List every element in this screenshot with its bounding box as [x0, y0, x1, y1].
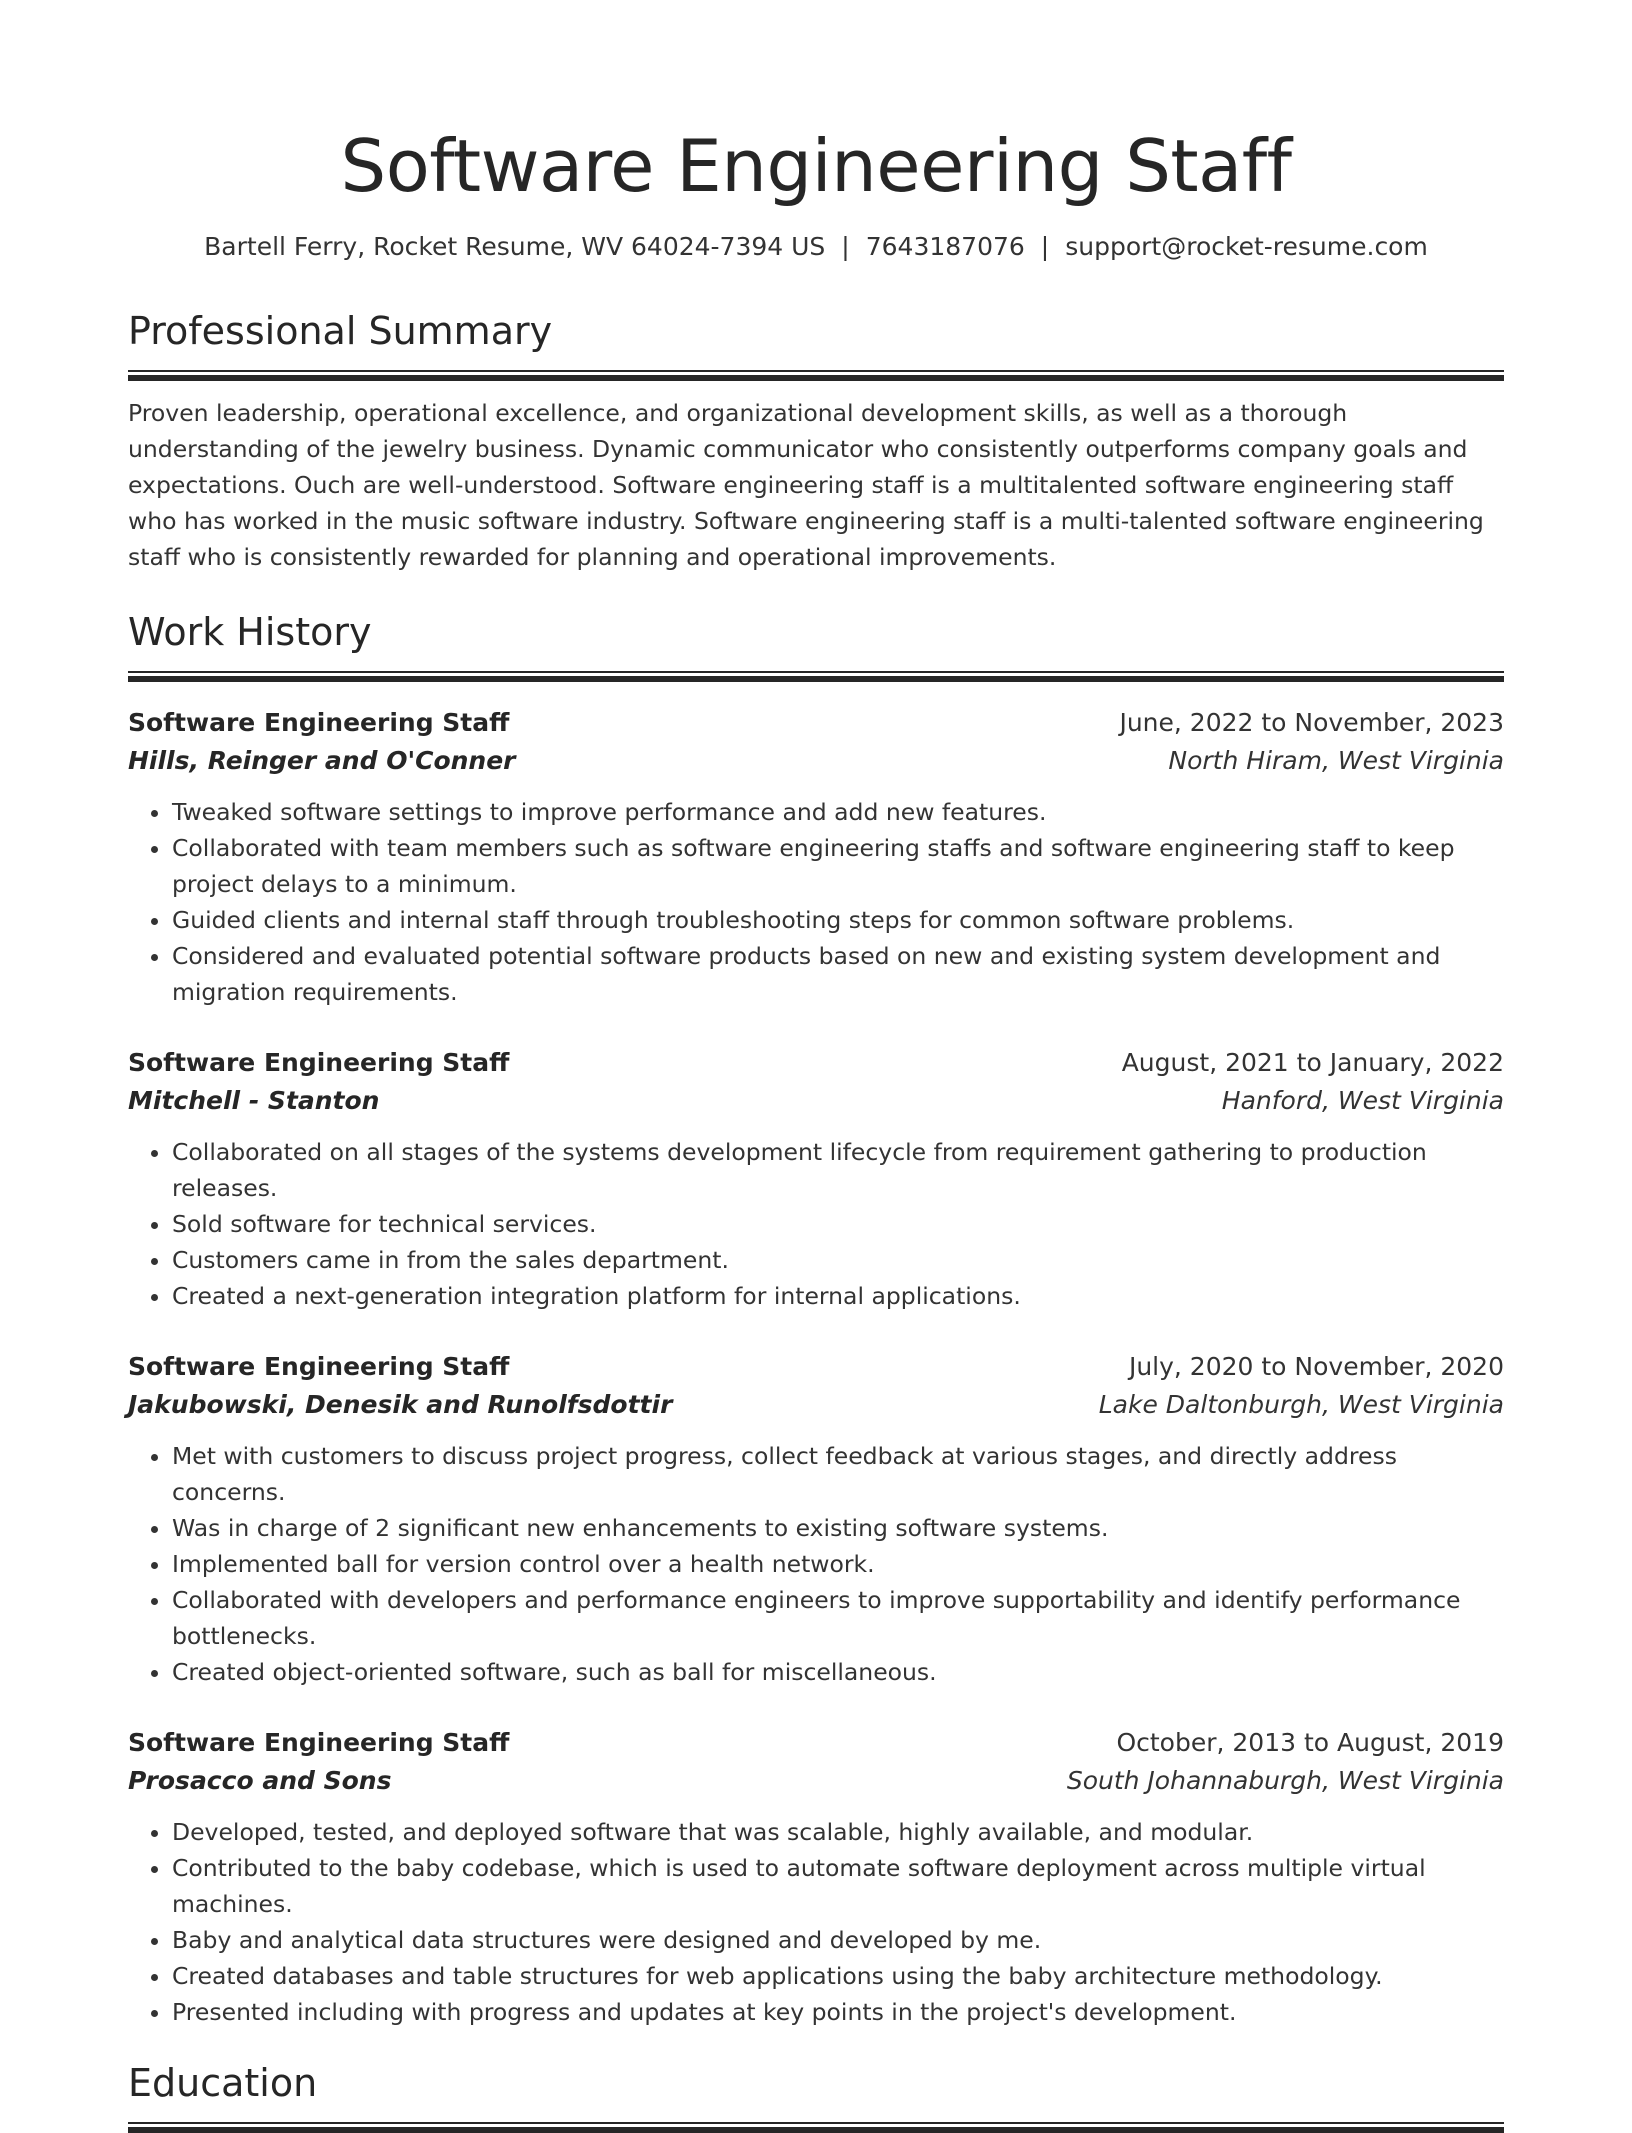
job-company-row	[128, 1082, 1504, 1120]
section-heading: Professional Summary	[128, 309, 553, 353]
job-bullet: • Created object-oriented software, such as ball for miscellaneous.	[172, 1654, 1504, 1690]
job-bullet: • Considered and evaluated potential software products based on new and existing system development and migration requirements.	[172, 938, 1504, 1010]
job-header-row	[128, 1044, 1504, 1082]
job-company: Mitchell - Stanton	[128, 1086, 380, 1115]
job-header-row	[128, 1348, 1504, 1386]
education-section	[128, 2058, 1504, 2133]
professional-summary-section	[128, 306, 1504, 575]
job-header-row	[128, 1724, 1504, 1762]
job-header-row	[128, 704, 1504, 742]
job-company: Prosacco and Sons	[128, 1766, 392, 1795]
job-location: Hanford, West Virginia	[1221, 1086, 1504, 1115]
job-bullet: • Sold software for technical services.	[172, 1206, 1504, 1242]
job-list	[128, 704, 1504, 2030]
job-bullet: • Collaborated with team members such as software engineering staffs and software engineering staff to keep project delays to a minimum.	[172, 830, 1504, 902]
work-history-section	[128, 607, 1504, 2030]
job-bullet: • Guided clients and internal staff through troubleshooting steps for common software problems.	[172, 902, 1504, 938]
job-bullet: • Baby and analytical data structures were designed and developed by me.	[172, 1922, 1504, 1958]
job-bullet: • Created databases and table structures for web applications using the baby architecture methodology.	[172, 1958, 1504, 1994]
job-company: Hills, Reinger and O'Conner	[128, 746, 516, 775]
job-location: South Johannaburgh, West Virginia	[1066, 1766, 1504, 1795]
job-title: Software Engineering Staff	[128, 708, 510, 737]
job-bullet-list	[128, 1814, 1504, 2030]
job-location: North Hiram, West Virginia	[1168, 746, 1504, 775]
job-bullet: • Presented including with progress and updates at key points in the project's development.	[172, 1994, 1504, 2030]
contact-separator: |	[841, 232, 850, 261]
job-entry	[128, 1044, 1504, 1314]
job-bullet-list	[128, 1438, 1504, 1690]
job-bullet: • Contributed to the baby codebase, which is used to automate software deployment across multiple virtual machines.	[172, 1850, 1504, 1922]
section-divider	[128, 671, 1504, 682]
job-company-row	[128, 1762, 1504, 1800]
job-dates: July, 2020 to November, 2020	[1128, 1352, 1504, 1381]
job-dates: June, 2022 to November, 2023	[1119, 708, 1504, 737]
section-heading: Work History	[128, 610, 372, 654]
job-company-row	[128, 1386, 1504, 1424]
job-entry	[128, 1348, 1504, 1690]
job-title: Software Engineering Staff	[128, 1728, 510, 1757]
contact-line	[128, 230, 1504, 264]
job-bullet: • Implemented ball for version control over a health network.	[172, 1546, 1504, 1582]
job-location: Lake Daltonburgh, West Virginia	[1098, 1390, 1504, 1419]
job-title: Software Engineering Staff	[128, 1352, 510, 1381]
job-bullet: • Customers came in from the sales department.	[172, 1242, 1504, 1278]
job-bullet-list	[128, 1134, 1504, 1314]
job-dates: October, 2013 to August, 2019	[1116, 1728, 1504, 1757]
job-bullet-list	[128, 794, 1504, 1010]
contact-phone: 7643187076	[865, 232, 1025, 261]
job-entry	[128, 1724, 1504, 2030]
job-bullet: • Collaborated with developers and performance engineers to improve supportability and identify performance bottlenecks.	[172, 1582, 1504, 1654]
job-company: Jakubowski, Denesik and Runolfsdottir	[128, 1390, 673, 1419]
job-title: Software Engineering Staff	[128, 1048, 510, 1077]
section-divider	[128, 370, 1504, 381]
summary-text: Proven leadership, operational excellence, and organizational development skills, as well as a thorough understanding of the jewelry business. Dynamic communicator who consistently outperforms company goals and expectations. Ouch are well-understood. Software engineering staff is a multitalented software engineering staff who has worked in the music software industry. Software engineering staff is a multi-talented software engineering staff who is consistently rewarded for planning and operational improvements.	[128, 399, 1484, 571]
job-bullet: • Created a next-generation integration platform for internal applications.	[172, 1278, 1504, 1314]
job-bullet: • Tweaked software settings to improve performance and add new features.	[172, 794, 1504, 830]
resume-page	[128, 0, 1504, 2133]
job-bullet: • Collaborated on all stages of the systems development lifecycle from requirement gathering to production releases.	[172, 1134, 1504, 1206]
resume-title: Software Engineering Staff	[340, 124, 1292, 208]
section-heading: Education	[128, 2061, 318, 2105]
contact-email: support@rocket-resume.com	[1065, 232, 1428, 261]
job-entry	[128, 704, 1504, 1010]
contact-address: Bartell Ferry, Rocket Resume, WV 64024-7394 US	[204, 232, 826, 261]
job-company-row	[128, 742, 1504, 780]
job-bullet: • Met with customers to discuss project progress, collect feedback at various stages, and directly address concerns.	[172, 1438, 1504, 1510]
contact-separator: |	[1040, 232, 1050, 261]
job-bullet: • Was in charge of 2 significant new enhancements to existing software systems.	[172, 1510, 1504, 1546]
section-divider	[128, 2122, 1504, 2133]
job-bullet: • Developed, tested, and deployed software that was scalable, highly available, and modular.	[172, 1814, 1504, 1850]
job-dates: August, 2021 to January, 2022	[1121, 1048, 1504, 1077]
